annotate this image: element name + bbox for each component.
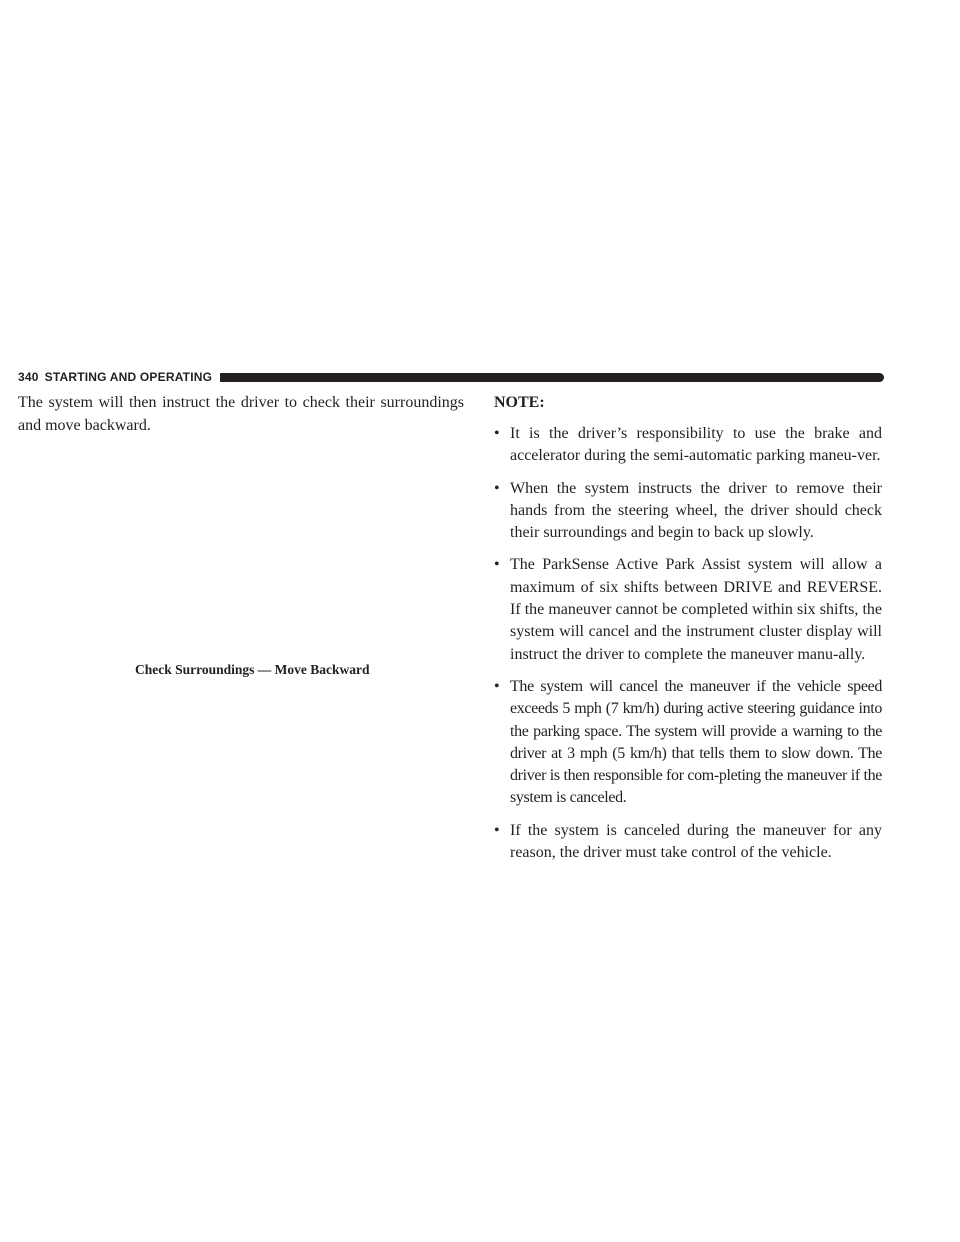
list-item-text: When the system instructs the driver to remove their hands from the steering wheel, the driver should check their surroundings and begin to back up slowly. [510,479,882,542]
right-column [494,392,882,874]
page-header [18,368,884,386]
list-item [494,554,882,665]
list-item [494,820,882,865]
list-item-text: If the system is canceled during the maneuver for any reason, the driver must take control of the vehicle. [510,821,882,862]
bullet-icon: • [494,556,500,574]
list-item [494,478,882,545]
bullet-icon: • [494,821,500,839]
intro-paragraph: The system will then instruct the driver to check their surroundings and move backward. [18,394,464,434]
note-list [494,423,882,864]
list-item [494,676,882,810]
figure-caption: Check Surroundings — Move Backward [135,662,370,677]
bullet-icon: • [494,425,500,442]
section-title: STARTING AND OPERATING [44,370,213,384]
list-item [494,423,882,468]
figure-placeholder [18,445,464,660]
left-column [18,392,464,437]
list-item-text: The ParkSense Active Park Assist system will allow a maximum of six shifts between DRIVE and REVERSE. If the maneuver cannot be completed within six shifts, the system will cancel and the instrument cluster display will instruct the driver to complete the maneuver manu-ally. [510,556,882,663]
header-rule [220,373,884,382]
page-number: 340 [18,370,39,384]
list-item-text: The system will cancel the maneuver if the vehicle speed exceeds 5 mph (7 km/h) during active steering guidance into the parking space. The system will provide a warning to the driver at 3 mph (5 km/h) that tells them to slow down. The driver is then responsible for com-pleting the maneuver if the system is canceled. [510,677,882,807]
bullet-icon: • [494,677,500,695]
note-heading: NOTE: [494,394,545,411]
bullet-icon: • [494,479,500,497]
list-item-text: It is the driver’s responsibility to use the brake and accelerator during the semi-automatic parking maneu-ver. [510,425,882,465]
